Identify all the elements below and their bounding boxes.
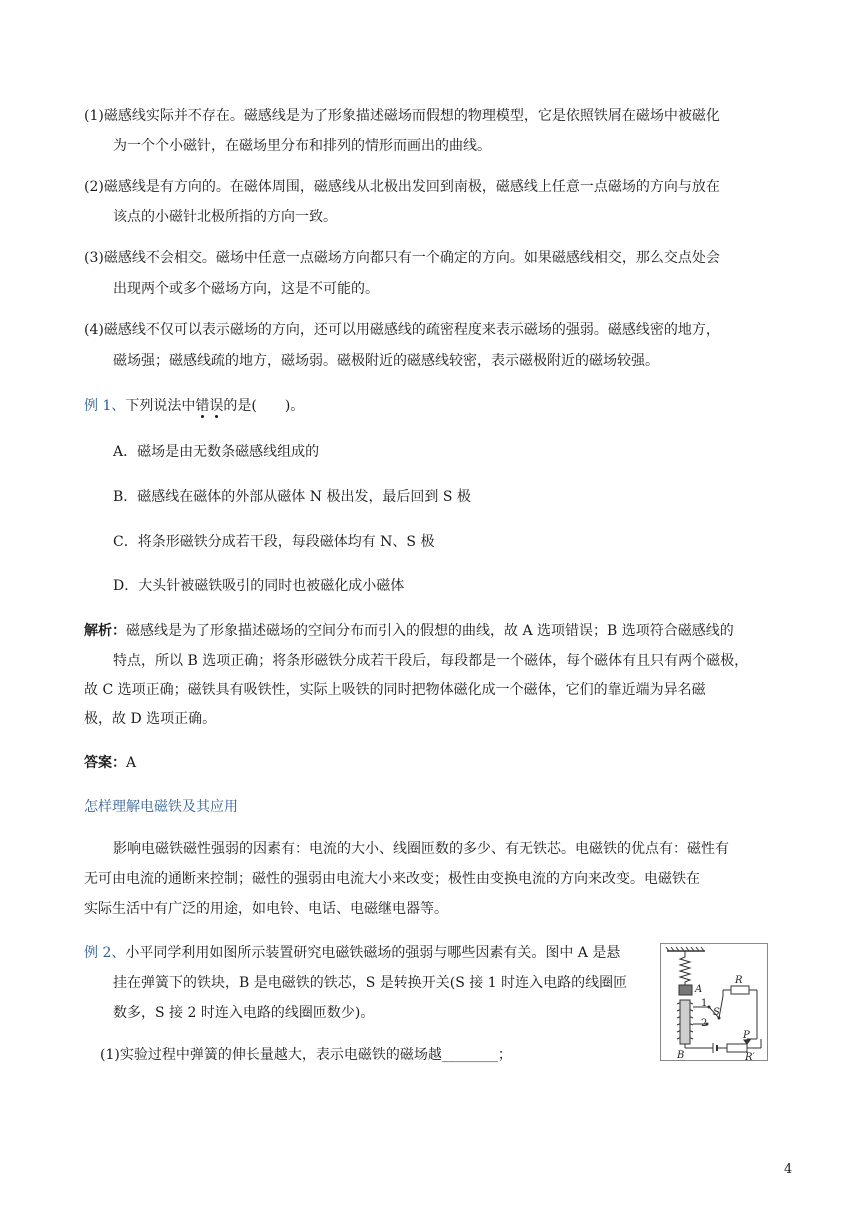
analysis-line-3: 故 C 选项正确；磁铁具有吸铁性，实际上吸铁的同时把物体磁化成一个磁体，它们的靠近端为异名磁 bbox=[84, 682, 706, 698]
point-2-line-2: 该点的小磁针北极所指的方向一致。 bbox=[113, 209, 337, 225]
option-b: B．磁感线在磁体的外部从磁体 N 极出发，最后回到 S 极 bbox=[113, 489, 471, 505]
analysis-line-2: 特点，所以 B 选项正确；将条形磁铁分成若干段后，每段都是一个磁体，每个磁体有且只有两个磁极， bbox=[113, 653, 749, 669]
answer-label: 答案： bbox=[84, 755, 126, 771]
example-1-question-tail: 的是( )。 bbox=[223, 398, 305, 414]
section-para-line-1: 影响电磁铁磁性强弱的因素有：电流的大小、线圈匝数的多少、有无铁芯。电磁铁的优点有：磁性有 bbox=[113, 841, 729, 857]
label-b: B bbox=[677, 1050, 685, 1061]
point-4-line-1: (4)磁感线不仅可以表示磁场的方向，还可以用磁感线的疏密程度来表示磁场的强弱。磁感线密的地方， bbox=[84, 322, 720, 338]
label-2: 2 bbox=[701, 1018, 708, 1029]
example-1-question-text: 下列说法中 bbox=[125, 398, 196, 414]
section-heading: 怎样理解电磁铁及其应用 bbox=[84, 799, 238, 815]
emphasis-char: 错 bbox=[195, 398, 210, 414]
option-d: D．大头针被磁铁吸引的同时也被磁化成小磁体 bbox=[113, 578, 405, 594]
electromagnet-circuit-figure bbox=[660, 943, 768, 1061]
point-3-line-1: (3)磁感线不会相交。磁场中任意一点磁场方向都只有一个确定的方向。如果磁感线相交，那么交点处会 bbox=[84, 250, 720, 266]
point-1-line-2: 为一个个小磁针，在磁场里分布和排列的情形而画出的曲线。 bbox=[113, 138, 491, 154]
section-para-line-2: 无可由电流的通断来控制；磁性的强弱由电流大小来改变；极性由变换电流的方向来改变。电磁铁在 bbox=[84, 871, 700, 887]
page-number: 4 bbox=[784, 1162, 793, 1177]
example-1-label: 例 1、 bbox=[84, 398, 126, 414]
answer-line bbox=[84, 753, 136, 773]
answer-value: A bbox=[126, 755, 137, 771]
circuit-diagram bbox=[661, 944, 769, 1062]
example-2-line-2: 挂在弹簧下的铁块，B 是电磁铁的铁芯，S 是转换开关(S 接 1 时连入电路的线圈匝 bbox=[113, 975, 628, 991]
analysis-label: 解析： bbox=[84, 623, 126, 639]
label-s: S bbox=[713, 1007, 720, 1018]
section-para-line-3: 实际生活中有广泛的用途，如电铃、电话、电磁继电器等。 bbox=[84, 901, 448, 917]
example-2-line-1 bbox=[84, 943, 620, 963]
label-r: R bbox=[735, 975, 743, 986]
point-2-line-1: (2)磁感线是有方向的。在磁体周围，磁感线从北极出发回到南极，磁感线上任意一点磁场的方向与放在 bbox=[84, 179, 720, 195]
example-1-question bbox=[84, 396, 304, 416]
analysis-line-1 bbox=[84, 621, 734, 641]
label-r-prime: R′ bbox=[745, 1052, 755, 1062]
point-3-line-2: 出现两个或多个磁场方向，这是不可能的。 bbox=[113, 281, 379, 297]
label-p: P bbox=[743, 1030, 750, 1041]
label-a: A bbox=[695, 984, 703, 995]
analysis-line-4: 极，故 D 选项正确。 bbox=[84, 711, 217, 727]
option-c: C．将条形磁铁分成若干段，每段磁体均有 N、S 极 bbox=[113, 534, 435, 550]
example-2-line-3: 数多，S 接 2 时连入电路的线圈匝数少)。 bbox=[113, 1005, 375, 1021]
example-2-text: 小平同学利用如图所示装置研究电磁铁磁场的强弱与哪些因素有关。图中 A 是悬 bbox=[125, 945, 621, 961]
option-a: A．磁场是由无数条磁感线组成的 bbox=[113, 444, 320, 460]
label-1: 1 bbox=[701, 998, 708, 1009]
example-2-question-1: (1)实验过程中弹簧的伸长量越大，表示电磁铁的磁场越________； bbox=[100, 1047, 512, 1063]
point-4-line-2: 磁场强；磁感线疏的地方，磁场弱。磁极附近的磁感线较密，表示磁极附近的磁场较强。 bbox=[113, 353, 659, 369]
example-2-label: 例 2、 bbox=[84, 945, 126, 961]
emphasis-char: 误 bbox=[209, 398, 224, 414]
point-1-line-1: (1)磁感线实际并不存在。磁感线是为了形象描述磁场而假想的物理模型，它是依照铁屑在磁场中被磁化 bbox=[84, 108, 720, 124]
analysis-text: 磁感线是为了形象描述磁场的空间分布而引入的假想的曲线，故 A 选项错误；B 选项符合磁感线的 bbox=[126, 623, 734, 639]
